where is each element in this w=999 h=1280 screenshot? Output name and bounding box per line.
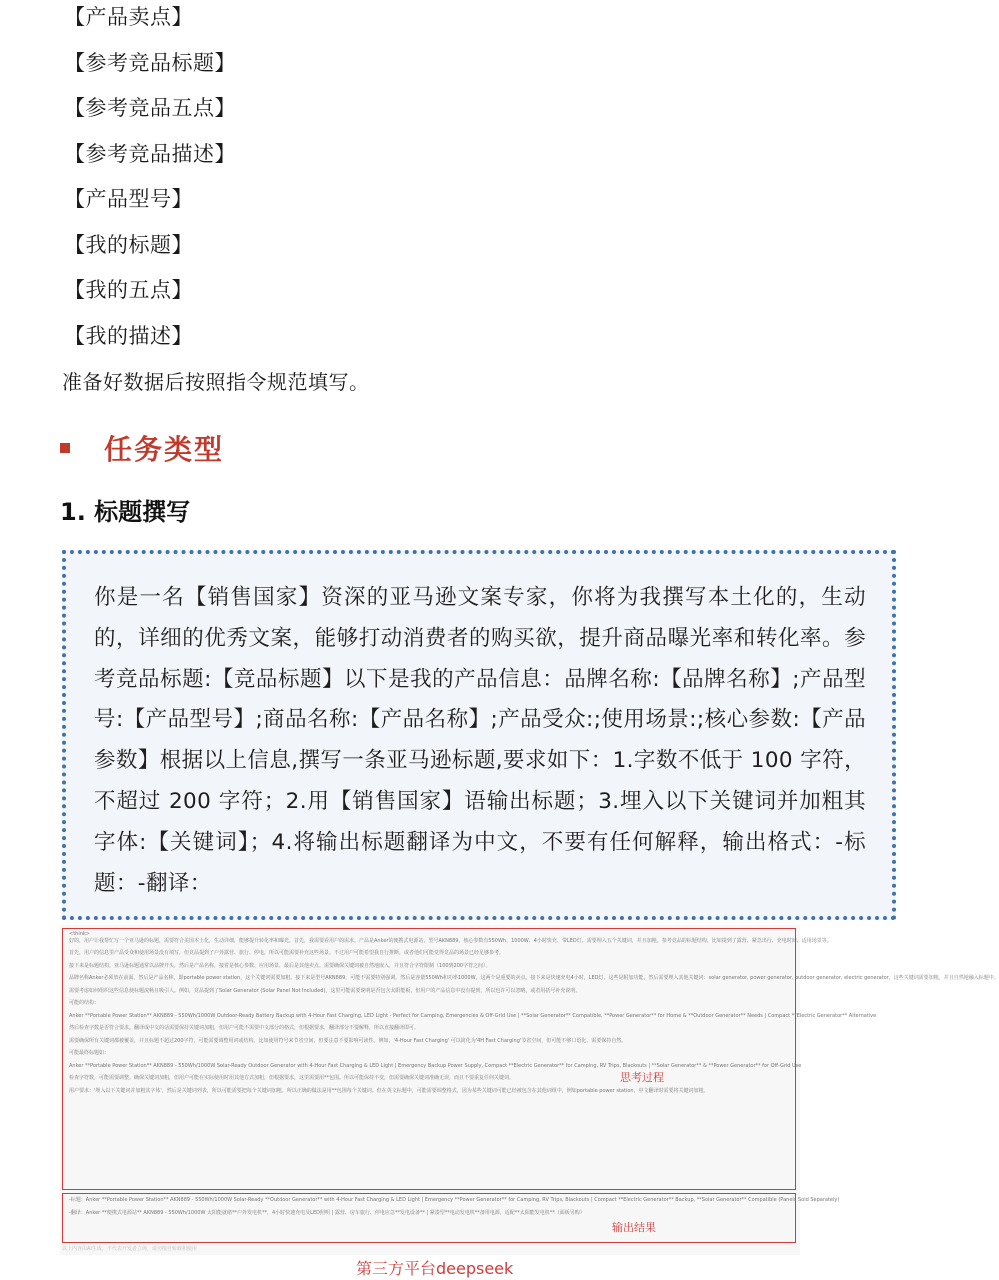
think-line: 品牌名称Anker必须放在前面，然后是产品名称，即portable power station，这个关键词需要加粗。接下来是型号AKN889，可能不需要特别强调。然后是容量550Wh和功率1000W，这两个是重要的卖点。接下来是快速充电4小时，LED灯，这些是附加功能。然后需要埋入其他关键词：solar generator, power generator, outdoor generator, electric generator，这些关键词需要加粗，并且自然地融入标题中。 bbox=[69, 975, 999, 981]
square-bullet-icon bbox=[60, 443, 70, 453]
think-line: Anker **Portable Power Station** AKN889 - 550Wh/1000W Solar-Ready Outdoor Generator with 4-Hour Fast Charging & LED Light | Emergency Backup Power Supply, Compact **Electric Generator** for Camping, RV Trips, Blackouts | **Solar Generator** & **Power Generator** for Off-Grid Use bbox=[69, 1062, 802, 1069]
screenshot-footer: 以上内容由AI生成，不代表开发者立场，请勿擅自转载和使用 bbox=[62, 1246, 197, 1252]
think-caption: 思考过程 bbox=[620, 1071, 664, 1084]
result-box bbox=[62, 1193, 840, 1243]
instruction-note: 准备好数据后按照指令规范填写。 bbox=[62, 370, 370, 394]
field-list bbox=[64, 0, 924, 369]
field-line: 【参考竞品标题】 bbox=[64, 50, 236, 75]
deepseek-screenshot bbox=[60, 925, 999, 1255]
think-line: 需要确保所有关键词都被覆盖，并且标题不超过200字符，可能需要调整用词或结构。比如使用符号来节省空间，但要注意不要影响可读性。例如，'4-Hour Fast Charging' 可以简化为'4H Fast Charging'节省空间，但可能不够口语化，需要保持自然。 bbox=[69, 1037, 627, 1044]
result-caption: 输出结果 bbox=[612, 1221, 656, 1234]
section-title: 任务类型 bbox=[104, 433, 225, 466]
think-line: 可能最终标题如： bbox=[69, 1050, 110, 1056]
field-line: 【参考竞品五点】 bbox=[64, 96, 236, 120]
think-line: 首先，用户的信息里产品受众和使用场景没有填写，但竞品提到了户外露营、旅行、停电，所以可能需要补充这些场景。不过用户可能希望我自行推断，或者他们可能觉得竞品的场景已经足够参考。 bbox=[69, 950, 505, 956]
subheading: 1. 标题撰写 bbox=[60, 498, 191, 526]
result-line: -标题：Anker **Portable Power Station** AKN889 - 550Wh/1000W Solar-Ready **Outdoor Generator** with 4-Hour Fast Charging & LED Light | Emergency **Power Generator** for Camping, RV Trips, Blackouts | Compact **Electric Generator** Backup, **Solar Generator** Compatible (Panels Sold Separately) bbox=[69, 1197, 840, 1203]
think-line: 然后检查字数是否符合要求。翻译成中文的话需要保持关键词加粗，但用户可能不需要中文部分的格式，但根据要求，翻译部分不要解释，所以直接翻译即可。 bbox=[69, 1025, 420, 1031]
think-line: 检查字符数，可能需要调整。确保关键词加粗，但用户可能在实际使用时用其他方式加粗，但根据要求，这里需要用**包围。所以可能保持不变，但需要确保关键词准确无误，而且不要重复任何关键词。 bbox=[69, 1075, 515, 1081]
think-line: <think> bbox=[69, 931, 90, 937]
think-line: 用户要求：'埋入以下关键词并加粗其字体'，然后是关键词列表，所以可能需要把每个关键词加粗。所以正确的做法是用**包围每个关键词。但在英文标题中，可能需要调整格式，因为某些关键词可能已经被包含在其他词组中，例如portable power station，中文翻译时需要将关键词加粗。 bbox=[69, 1087, 709, 1094]
field-line: 【我的五点】 bbox=[64, 278, 193, 302]
field-line: 【我的标题】 bbox=[64, 232, 193, 257]
platform-caption: 第三方平台deepseek bbox=[356, 1259, 514, 1278]
field-line: 【产品卖点】 bbox=[64, 5, 193, 29]
think-line: 好的，用户让我帮忙写一个亚马逊的标题，需要符合美国本土化，生动详细，能够提升转化率和曝光。首先，我需要看用户的需求。产品是Anker的便携式电源站，型号AKN889，核心参数有550Wh、1000W、4小时快充、带LED灯。需要埋入五个关键词，并且加粗。参考竞品的标题结构，比如提到了露营、紧急出行、充电时间、适用场景等。 bbox=[69, 937, 832, 944]
field-line: 【我的描述】 bbox=[64, 323, 193, 348]
think-line: 可能的结构： bbox=[69, 1000, 100, 1006]
think-box bbox=[62, 928, 999, 1190]
prompt-box bbox=[62, 550, 896, 920]
think-line: 需要考虑如何组织这些信息使标题流畅且吸引人。例如，竞品提到了Solar Generator (Solar Panel Not Included)，这里可能需要说明是否包含太阳能板，但用户的产品信息中没有提到，所以也许可以忽略，或者用括号补充说明。 bbox=[69, 987, 581, 994]
field-line: 【参考竞品描述】 bbox=[64, 141, 236, 166]
think-line: Anker **Portable Power Station** AKN889 - 550Wh/1000W Outdoor-Ready Battery Backup with 4-Hour Fast Charging, LED Light - Perfect for Camping, Emergencies & Off-Grid Use | **Solar Generator** Compatible, **Power Generator** for Home & **Outdoor Generator** Needs | Compact **Electric Generator** Alternative bbox=[69, 1012, 877, 1019]
prompt-text: 你是一名【销售国家】资深的亚马逊文案专家，你将为我撰写本土化的，生动的，详细的优秀文案，能够打动消费者的购买欲，提升商品曝光率和转化率。参考竞品标题:【竞品标题】以下是我的产品信息：品牌名称:【品牌名称】;产品型号:【产品型号】;商品名称:【产品名称】;产品受众:;使用场景:;核心参数:【产品参数】根据以上信息,撰写一条亚马逊标题,要求如下：1.字数不低于 100 字符，不超过 200 字符；2.用【销售国家】语输出标题；3.埋入以下关键词并加粗其字体:【关键词】；4.将输出标题翻译为中文，不要有任何解释，输出格式：-标题：-翻译： bbox=[94, 585, 866, 896]
field-line: 【产品型号】 bbox=[64, 187, 193, 211]
result-line: -翻译：Anker **便携式电源站** AKN889 - 550Wh/1000W 太阳能就绪**户外发电机**，4小时快速充电及LED照明 | 露营、房车旅行、停电应急**发电设备** | 紧凑型**电动发电机**备用电源，适配**太阳能发电机**（面板另购） bbox=[69, 1209, 585, 1216]
section-heading bbox=[60, 428, 224, 468]
think-line: 接下来是标题结构。亚马逊标题通常以品牌开头，然后是产品名称，接着是核心参数、应用场景，最后是其他卖点。需要确保关键词被自然地嵌入，并且符合字符限制（100到200字符之间）。 bbox=[69, 962, 491, 969]
